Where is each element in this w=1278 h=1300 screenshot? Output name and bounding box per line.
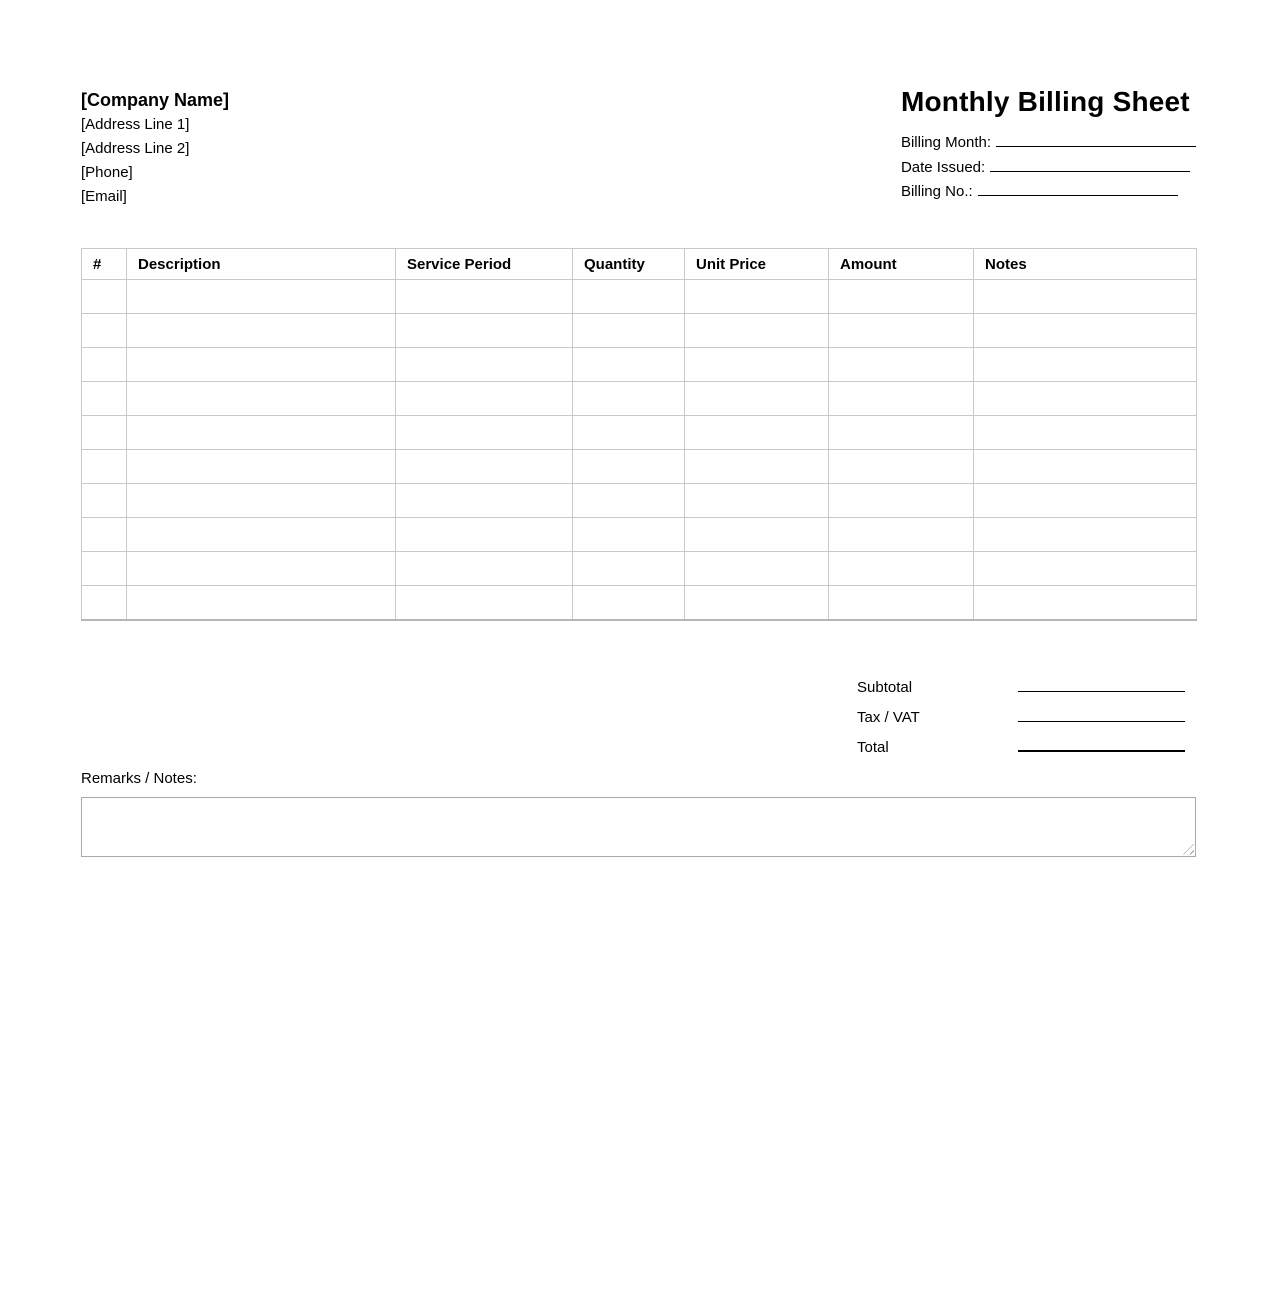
billing-month-field xyxy=(901,131,1196,156)
remarks-label: Remarks / Notes: xyxy=(81,769,197,787)
column-header-description: Description xyxy=(127,249,396,280)
table-cell xyxy=(82,518,127,552)
billing-header-block xyxy=(901,87,1196,205)
company-info-block xyxy=(81,87,229,209)
table-cell xyxy=(974,518,1197,552)
table-cell xyxy=(127,280,396,314)
table-cell xyxy=(396,518,573,552)
table-cell xyxy=(685,450,829,484)
table-row xyxy=(82,552,1197,586)
table-cell xyxy=(127,586,396,620)
table-cell xyxy=(974,484,1197,518)
table-cell xyxy=(974,416,1197,450)
table-cell xyxy=(685,416,829,450)
column-header-notes: Notes xyxy=(974,249,1197,280)
table-header-row xyxy=(82,249,1197,280)
table-cell xyxy=(974,552,1197,586)
tax-vat-row xyxy=(857,703,1196,733)
table-cell xyxy=(82,416,127,450)
column-header-amount: Amount xyxy=(829,249,974,280)
table-cell xyxy=(974,314,1197,348)
tax-vat-blank-line xyxy=(1018,706,1185,722)
table-cell xyxy=(573,552,685,586)
table-cell xyxy=(127,314,396,348)
table-row xyxy=(82,314,1197,348)
column-header-number: # xyxy=(82,249,127,280)
table-row xyxy=(82,450,1197,484)
date-issued-blank-line xyxy=(990,158,1190,172)
table-cell xyxy=(127,552,396,586)
tax-vat-label: Tax / VAT xyxy=(857,708,920,726)
table-cell xyxy=(685,552,829,586)
table-cell xyxy=(685,484,829,518)
table-row xyxy=(82,518,1197,552)
remarks-field xyxy=(81,797,1196,857)
column-header-service-period: Service Period xyxy=(396,249,573,280)
table-cell xyxy=(82,450,127,484)
table-cell xyxy=(685,348,829,382)
table-cell xyxy=(974,586,1197,620)
table-cell xyxy=(974,382,1197,416)
table-cell xyxy=(396,450,573,484)
table-row xyxy=(82,280,1197,314)
table-cell xyxy=(82,314,127,348)
table-cell xyxy=(396,416,573,450)
table-cell xyxy=(829,416,974,450)
subtotal-blank-line xyxy=(1018,676,1185,692)
table-cell xyxy=(829,348,974,382)
table-cell xyxy=(685,518,829,552)
table-cell xyxy=(396,484,573,518)
billing-no-field xyxy=(901,180,1196,205)
table-cell xyxy=(573,348,685,382)
table-cell xyxy=(974,280,1197,314)
table-cell xyxy=(396,314,573,348)
subtotal-label: Subtotal xyxy=(857,678,913,696)
table-cell xyxy=(82,382,127,416)
billing-fields xyxy=(901,131,1196,205)
table-cell xyxy=(573,416,685,450)
column-header-quantity: Quantity xyxy=(573,249,685,280)
table-cell xyxy=(82,586,127,620)
table-cell xyxy=(127,382,396,416)
table-cell xyxy=(573,484,685,518)
billing-no-blank-line xyxy=(978,182,1178,196)
table-row xyxy=(82,348,1197,382)
table-cell xyxy=(127,450,396,484)
table-cell xyxy=(82,552,127,586)
total-blank-line xyxy=(1018,736,1185,752)
column-header-unit-price: Unit Price xyxy=(685,249,829,280)
table-cell xyxy=(396,586,573,620)
table-cell xyxy=(573,518,685,552)
table-cell xyxy=(396,552,573,586)
table-cell xyxy=(685,382,829,416)
table-cell xyxy=(127,484,396,518)
remarks-textarea[interactable] xyxy=(81,797,1196,857)
table-cell xyxy=(127,416,396,450)
company-address-line-1: [Address Line 1] xyxy=(81,116,190,133)
table-cell xyxy=(829,552,974,586)
billing-month-label: Billing Month: xyxy=(900,134,991,151)
table-cell xyxy=(82,484,127,518)
subtotal-row xyxy=(857,673,1196,703)
table-cell xyxy=(396,382,573,416)
billing-items-table xyxy=(81,248,1197,621)
company-email: [Email] xyxy=(81,188,127,205)
table-cell xyxy=(685,586,829,620)
table-cell xyxy=(829,586,974,620)
table-cell xyxy=(396,348,573,382)
table-cell xyxy=(829,484,974,518)
table-cell xyxy=(573,382,685,416)
date-issued-label: Date Issued: xyxy=(900,158,986,176)
table-cell xyxy=(127,518,396,552)
table-cell xyxy=(396,280,573,314)
table-cell xyxy=(829,382,974,416)
table-cell xyxy=(829,280,974,314)
table-cell xyxy=(829,450,974,484)
billing-no-label: Billing No.: xyxy=(900,183,973,200)
company-phone: [Phone] xyxy=(81,164,133,181)
table-row xyxy=(82,586,1197,620)
date-issued-field xyxy=(901,156,1196,181)
table-cell xyxy=(573,586,685,620)
table-cell xyxy=(685,314,829,348)
table-cell xyxy=(573,280,685,314)
page-title: Monthly Billing Sheet xyxy=(900,86,1190,117)
table-row xyxy=(82,382,1197,416)
company-name: [Company Name] xyxy=(81,90,230,110)
company-address-line-2: [Address Line 2] xyxy=(81,140,190,157)
table-cell xyxy=(82,280,127,314)
table-cell xyxy=(127,348,396,382)
table-cell xyxy=(82,348,127,382)
table-cell xyxy=(829,518,974,552)
table-row xyxy=(82,416,1197,450)
table-cell xyxy=(829,314,974,348)
table-cell xyxy=(974,450,1197,484)
table-cell xyxy=(685,280,829,314)
total-row xyxy=(857,733,1196,763)
table-cell xyxy=(974,348,1197,382)
table-cell xyxy=(573,450,685,484)
total-label: Total xyxy=(857,738,889,756)
billing-month-blank-line xyxy=(996,133,1196,147)
summary-section xyxy=(857,673,1196,763)
table-row xyxy=(82,484,1197,518)
table-cell xyxy=(573,314,685,348)
page-header xyxy=(81,0,1196,209)
